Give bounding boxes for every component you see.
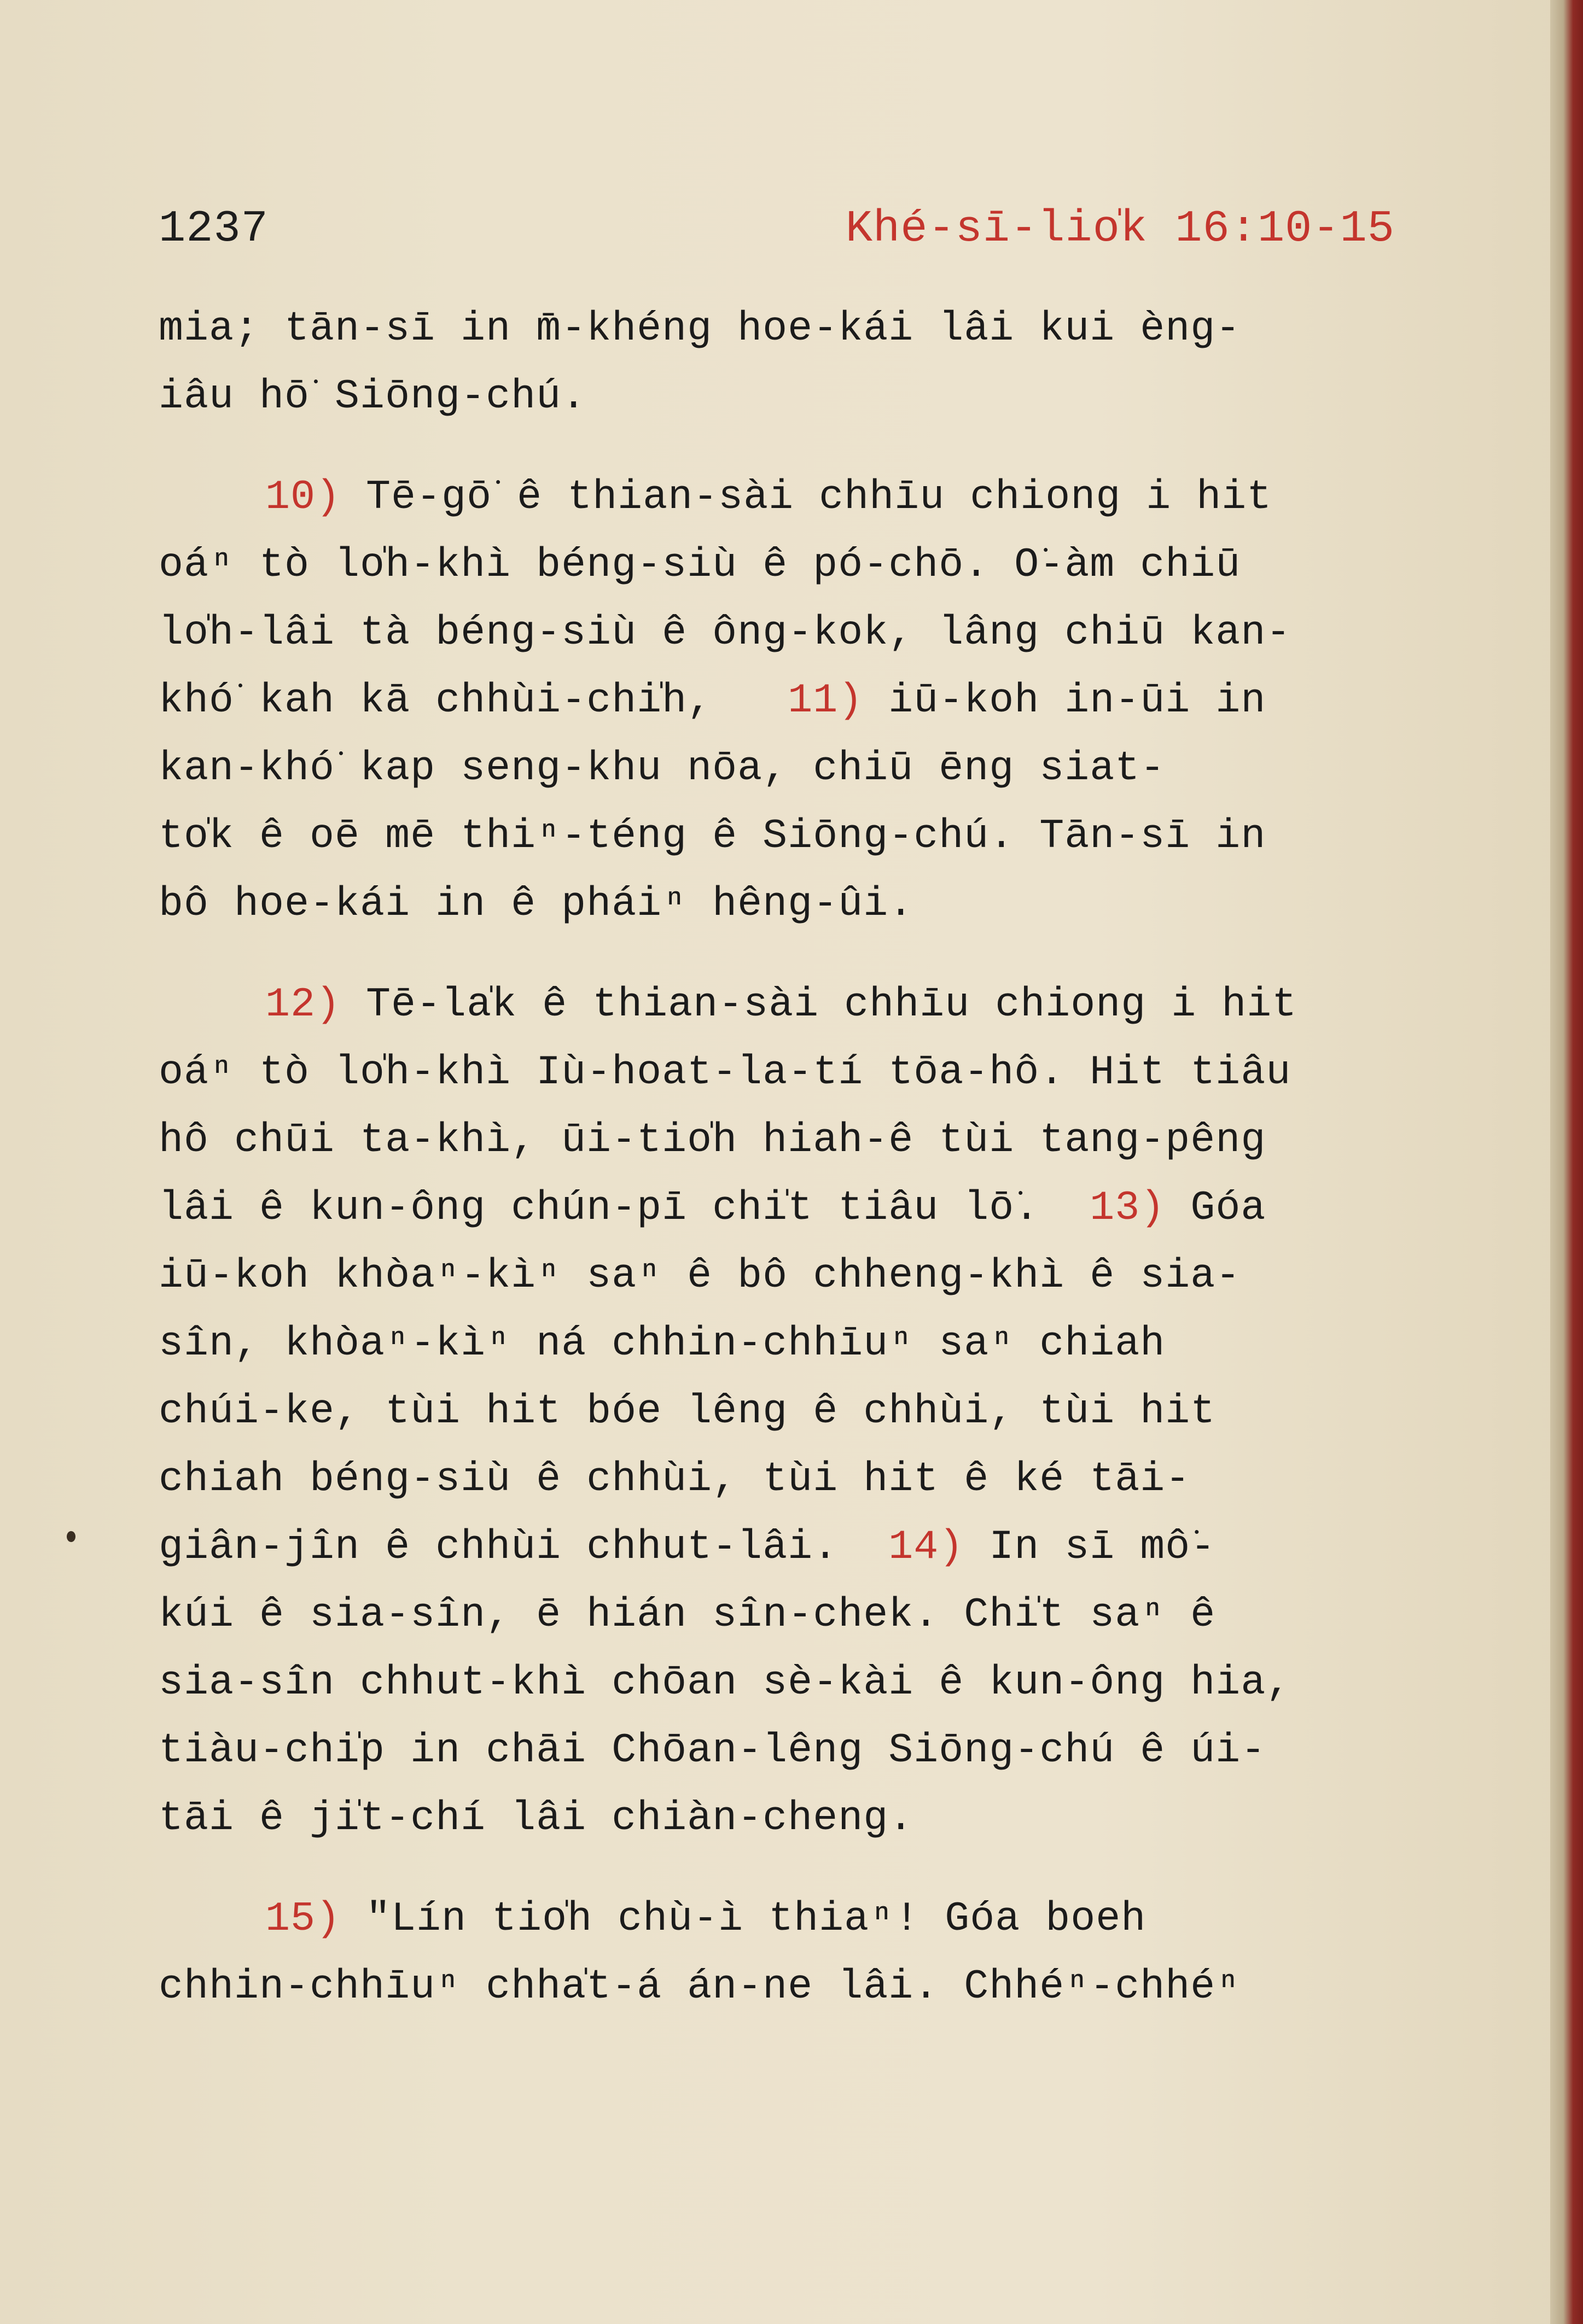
line-text: khó͘ kah kā chhùi-chi̍h,: [159, 678, 713, 724]
line-text: lâi ê kun-ông chún-pī chi̍t tiâu lō͘.: [159, 1185, 1040, 1231]
line-text: chúi-ke, tùi hit bóe lêng ê chhùi, tùi hit: [159, 1388, 1216, 1435]
line-text: oáⁿ tò lo̍h-khì Iù-hoat-la-tí tōa-hô. Hit tiâu: [159, 1049, 1291, 1096]
text-line: [159, 1514, 1417, 1581]
line-text: kúi ê sia-sîn, ē hián sîn-chek. Chi̍t saⁿ ê: [159, 1592, 1216, 1638]
text-line: [159, 735, 1417, 803]
line-text: chhin-chhīuⁿ chha̍t-á án-ne lâi. Chhéⁿ-chhéⁿ: [159, 1964, 1241, 2010]
line-text: "Lín tio̍h chù-ì thiaⁿ! Góa boeh: [341, 1896, 1146, 1942]
line-text: to̍k ê oē mē thiⁿ-téng ê Siōng-chú. Tān-sī in: [159, 813, 1266, 860]
text-line: [159, 871, 1417, 938]
body-text: [159, 295, 1417, 2021]
verse-number: 12): [265, 982, 341, 1028]
text-line: [159, 295, 1417, 363]
text-line: [159, 1649, 1417, 1717]
paragraph-gap: [159, 1853, 1417, 1885]
text-line: [159, 1310, 1417, 1378]
line-text: In sī mô͘-: [964, 1524, 1216, 1570]
line-text: iū-koh khòaⁿ-kìⁿ saⁿ ê bô chheng-khì ê sia-: [159, 1253, 1241, 1299]
verse-15: [159, 1885, 1417, 1953]
text-line: [159, 667, 1417, 735]
line-text: kan-khó͘ kap seng-khu nōa, chiū ēng siat-: [159, 745, 1166, 792]
verse-number: 14): [888, 1524, 964, 1570]
paragraph-gap: [159, 431, 1417, 464]
line-text: giân-jîn ê chhùi chhut-lâi.: [159, 1524, 839, 1570]
text-line: [159, 1717, 1417, 1785]
ink-blot: [67, 1531, 75, 1542]
line-text: tāi ê ji̍t-chí lâi chiàn-cheng.: [159, 1795, 914, 1842]
line-text: Tē-gō͘ ê thian-sài chhīu chiong i hit: [341, 474, 1272, 521]
verse-number: 15): [265, 1896, 341, 1942]
text-line: [159, 1581, 1417, 1649]
paragraph-gap: [159, 938, 1417, 971]
text-line: [159, 1242, 1417, 1310]
text-line: [159, 1446, 1417, 1514]
line-text: hô chūi ta-khì, ūi-tio̍h hiah-ê tùi tang-pêng: [159, 1117, 1266, 1164]
text-line: [159, 1953, 1417, 2021]
line-text: lo̍h-lâi tà béng-siù ê ông-kok, lâng chiū kan-: [159, 610, 1291, 656]
line-text: iū-koh in-ūi in: [863, 678, 1266, 724]
text-line: [159, 1785, 1417, 1853]
line-text: chiah béng-siù ê chhùi, tùi hit ê ké tāi-: [159, 1456, 1191, 1503]
text-line: [159, 803, 1417, 871]
verse-number: 10): [265, 474, 341, 521]
text-line: [159, 363, 1417, 431]
verse-number: 13): [1090, 1185, 1166, 1231]
line-text: bô hoe-kái in ê pháiⁿ hêng-ûi.: [159, 881, 914, 927]
line-text: Góa: [1165, 1185, 1266, 1231]
line-text: sîn, khòaⁿ-kìⁿ ná chhin-chhīuⁿ saⁿ chiah: [159, 1321, 1166, 1367]
line-text: sia-sîn chhut-khì chōan sè-kài ê kun-ông hia,: [159, 1660, 1291, 1706]
text-line: [159, 1378, 1417, 1446]
page-number: 1237: [159, 203, 269, 254]
line-text: oáⁿ tò lo̍h-khì béng-siù ê pó-chō. O͘-àm chiū: [159, 542, 1241, 588]
verse-10: [159, 464, 1417, 532]
text-line: [159, 1107, 1417, 1175]
verse-12: [159, 971, 1417, 1039]
text-line: [159, 1039, 1417, 1107]
line-text: Tē-la̍k ê thian-sài chhīu chiong i hit: [341, 982, 1297, 1028]
text-line: [159, 532, 1417, 599]
line-text: iâu hō͘ Siōng-chú.: [159, 373, 587, 420]
line-text: mia; tān-sī in m̄-khéng hoe-kái lâi kui èng-: [159, 306, 1241, 352]
running-title: Khé-sī-lio̍k 16:10-15: [845, 203, 1395, 254]
verse-number: 11): [788, 678, 864, 724]
line-text: tiàu-chi̍p in chāi Chōan-lêng Siōng-chú ê úi-: [159, 1727, 1266, 1774]
page-header: [159, 203, 1395, 258]
text-line: [159, 1175, 1417, 1242]
text-line: [159, 599, 1417, 667]
book-binding-edge: [1550, 0, 1583, 2324]
